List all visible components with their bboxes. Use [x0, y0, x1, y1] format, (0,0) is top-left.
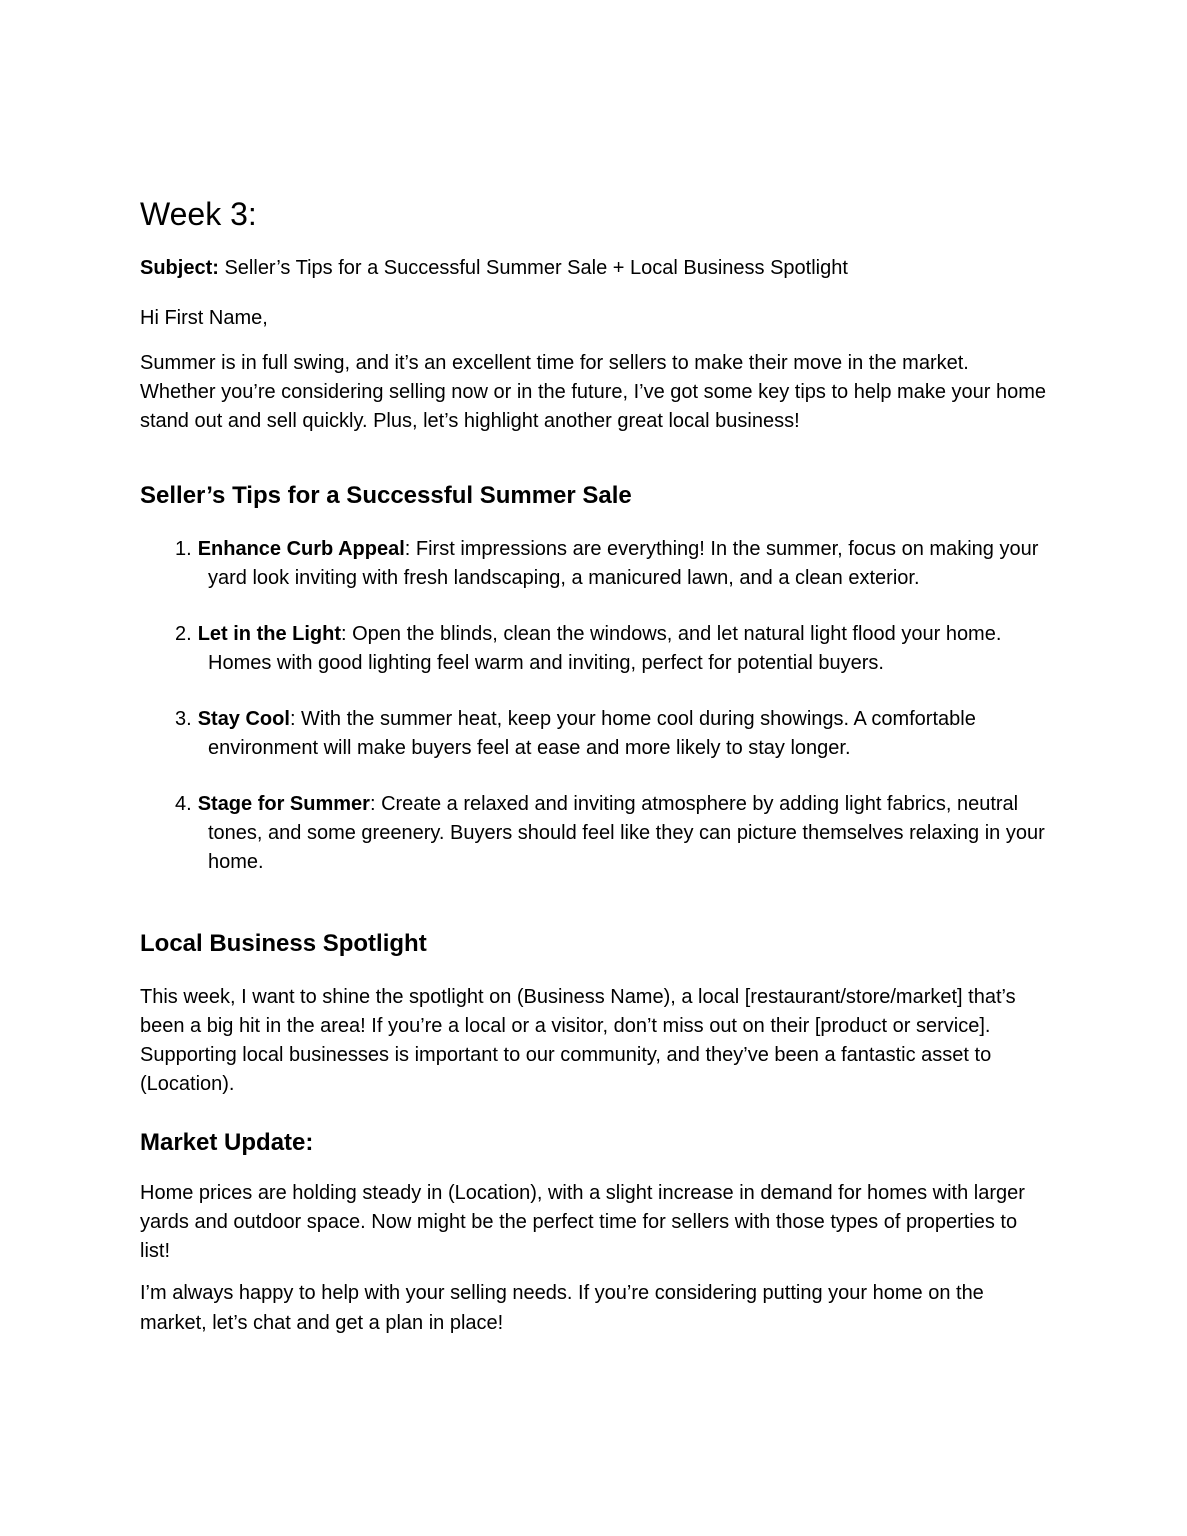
tip-number: 3. [175, 708, 192, 730]
tip-item-1 [140, 535, 1047, 593]
tip-text: : Open the blinds, clean the windows, and let natural light flood your home. Homes with good lighting feel warm and inviting, perfect for potential buyers. [208, 623, 1002, 674]
tip-lead: Let in the Light [197, 623, 341, 645]
spotlight-paragraph: This week, I want to shine the spotlight on (Business Name), a local [restaurant/store/market] that’s been a big hit in the area! If you’re a local or a visitor, don’t miss out on their [product or service]. Supporting local businesses is important to our community, and they’ve been a fantastic asset to (Location). [140, 986, 1016, 1095]
tips-list [140, 535, 1047, 877]
subject-label: Subject: [140, 257, 219, 279]
tip-lead: Stay Cool [197, 708, 290, 730]
tip-text: : Create a relaxed and inviting atmosphere by adding light fabrics, neutral tones, and some greenery. Buyers should feel like they can picture themselves relaxing in your home. [208, 793, 1045, 873]
tip-number: 1. [175, 538, 192, 560]
week-title: Week 3: [140, 196, 257, 232]
market-paragraph-1: Home prices are holding steady in (Location), with a slight increase in demand for homes with larger yards and outdoor space. Now might be the perfect time for sellers with those types of properties to list! [140, 1182, 1025, 1262]
tip-lead: Enhance Curb Appeal [197, 538, 405, 560]
tip-number: 4. [175, 793, 192, 815]
tips-section-heading: Seller’s Tips for a Successful Summer Sale [140, 482, 632, 509]
tip-text: : First impressions are everything! In the summer, focus on making your yard look inviting with fresh landscaping, a manicured lawn, and a clean exterior. [208, 538, 1039, 589]
tip-number: 2. [175, 623, 192, 645]
tip-item-2 [140, 620, 1047, 678]
spotlight-section-heading: Local Business Spotlight [140, 930, 427, 957]
tip-item-4 [140, 790, 1047, 877]
tip-lead: Stage for Summer [197, 793, 370, 815]
intro-paragraph: Summer is in full swing, and it’s an excellent time for sellers to make their move in the market. Whether you’re considering selling now or in the future, I’ve got some key tips to help make your home stand out and sell quickly. Plus, let’s highlight another great local business! [140, 352, 1047, 432]
subject-line [140, 254, 1047, 283]
tip-item-3 [140, 705, 1047, 763]
market-section-heading: Market Update: [140, 1129, 314, 1156]
greeting-line: Hi First Name, [140, 307, 268, 329]
market-paragraph-2: I’m always happy to help with your selling needs. If you’re considering putting your home on the market, let’s chat and get a plan in place! [140, 1282, 984, 1334]
subject-text: Seller’s Tips for a Successful Summer Sale + Local Business Spotlight [218, 257, 848, 279]
tip-text: : With the summer heat, keep your home cool during showings. A comfortable environment will make buyers feel at ease and more likely to stay longer. [208, 708, 976, 759]
